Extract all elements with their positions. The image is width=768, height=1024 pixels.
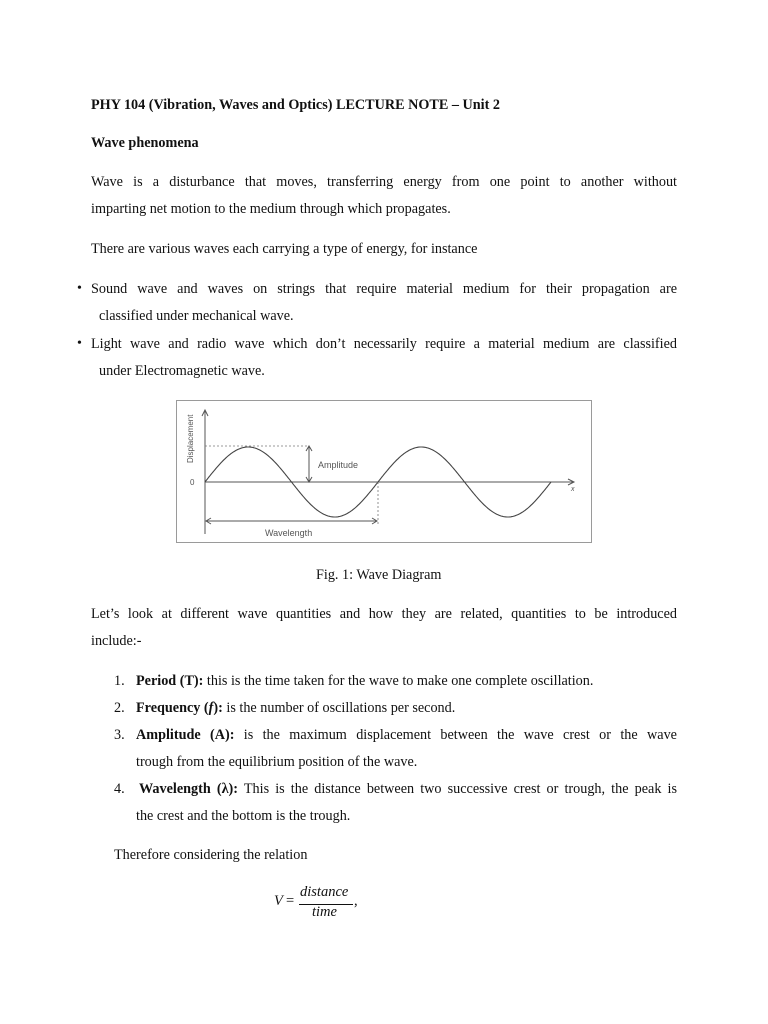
paragraph-3-line-1: Let’s look at different wave quantities and how they are related, quantities to be introduced bbox=[91, 606, 677, 622]
velocity-formula bbox=[274, 882, 384, 922]
paragraph-2: There are various waves each carrying a type of energy, for instance bbox=[91, 241, 478, 257]
page-title: PHY 104 (Vibration, Waves and Optics) LECTURE NOTE – Unit 2 bbox=[91, 97, 500, 113]
list-item-amplitude-line-2: trough from the equilibrium position of the wave. bbox=[136, 754, 418, 770]
bullet-1-line-2: classified under mechanical wave. bbox=[99, 308, 294, 324]
list-item-wavelength-line-2: the crest and the bottom is the trough. bbox=[136, 808, 351, 824]
formula-numerator: distance bbox=[300, 884, 349, 900]
term-frequency: Frequency (f): bbox=[136, 700, 223, 716]
list-item-wavelength bbox=[139, 779, 677, 799]
paragraph-4: Therefore considering the relation bbox=[114, 847, 308, 863]
wave-diagram-svg bbox=[177, 401, 591, 542]
list-item-amplitude bbox=[136, 725, 677, 745]
paragraph-1-line-1: Wave is a disturbance that moves, transferring energy from one point to another without bbox=[91, 174, 677, 190]
amplitude-label: Amplitude bbox=[318, 460, 359, 470]
definition-amplitude: is the maximum displacement between the wave crest or the wave bbox=[234, 727, 677, 743]
list-number: 4. bbox=[114, 781, 125, 797]
definition-period: this is the time taken for the wave to make one complete oscillation. bbox=[203, 673, 594, 689]
list-number: 1. bbox=[114, 673, 125, 689]
paragraph-1-line-2: imparting net motion to the medium through which propagates. bbox=[91, 201, 451, 217]
formula-trailing-comma: , bbox=[354, 893, 358, 909]
definition-wavelength: This is the distance between two successive crest or trough, the peak is bbox=[238, 781, 677, 797]
wavelength-label: Wavelength bbox=[265, 528, 313, 538]
list-item-frequency bbox=[136, 698, 455, 718]
bullet-dot: • bbox=[77, 281, 82, 296]
bullet-dot: • bbox=[77, 336, 82, 351]
term-period: Period (T): bbox=[136, 673, 204, 689]
formula-denominator: time bbox=[312, 904, 337, 920]
section-heading: Wave phenomena bbox=[91, 135, 199, 151]
list-number: 3. bbox=[114, 727, 125, 743]
bullet-2-line-2: under Electromagnetic wave. bbox=[99, 363, 265, 379]
figure-caption: Fig. 1: Wave Diagram bbox=[316, 567, 442, 583]
term-amplitude: Amplitude (A): bbox=[136, 727, 235, 743]
definition-frequency: is the number of oscillations per second. bbox=[222, 700, 456, 716]
list-item-period bbox=[136, 671, 593, 691]
paragraph-3-line-2: include:- bbox=[91, 633, 142, 649]
list-number: 2. bbox=[114, 700, 125, 716]
x-axis-label: x bbox=[571, 486, 575, 493]
bullet-2-line-1: Light wave and radio wave which don’t necessarily require a material medium are classified bbox=[91, 336, 677, 352]
term-wavelength: Wavelength (λ): bbox=[139, 781, 238, 797]
zero-label: 0 bbox=[190, 478, 195, 487]
formula-equals: = bbox=[286, 893, 295, 909]
formula-lhs: V bbox=[274, 893, 283, 909]
wave-diagram-figure bbox=[176, 400, 592, 543]
y-axis-label: Displacement bbox=[186, 414, 195, 463]
bullet-1-line-1: Sound wave and waves on strings that require material medium for their propagation are bbox=[91, 281, 677, 297]
